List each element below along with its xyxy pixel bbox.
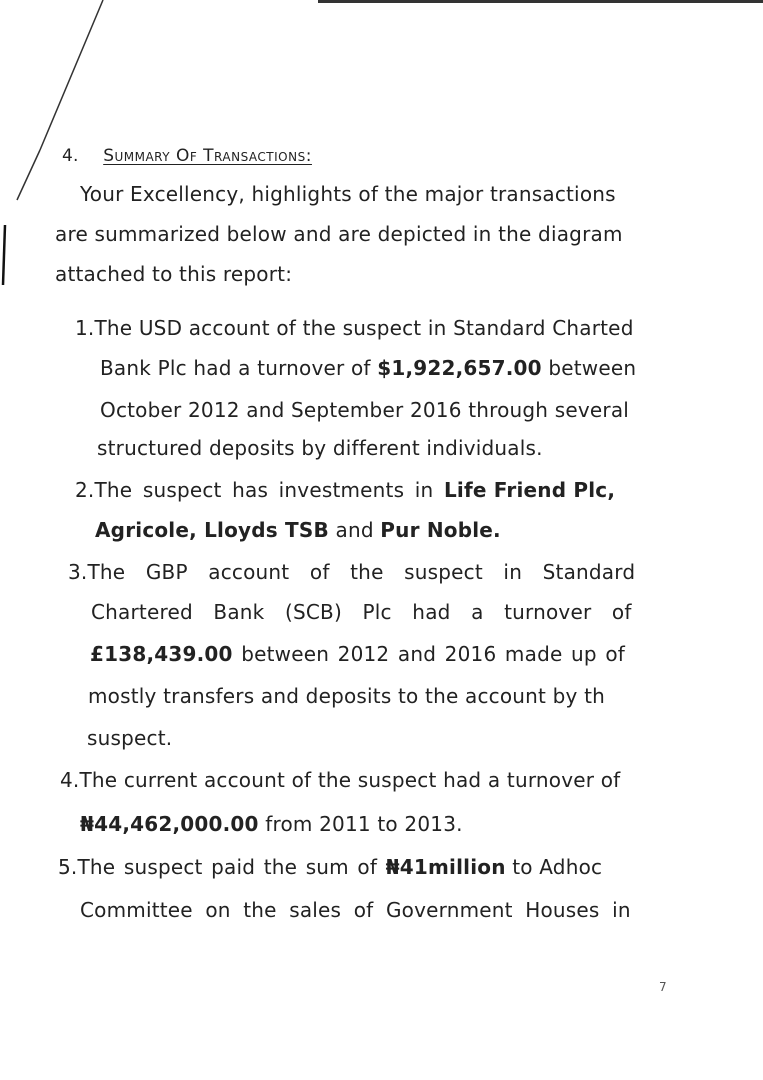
list-item-5-line-1: 5.The suspect paid the sum of ₦41million to Adhoc bbox=[58, 855, 603, 879]
list-item-4-line-2: ₦44,462,000.00 from 2011 to 2013. bbox=[80, 812, 463, 836]
list-item-3-line-4: mostly transfers and deposits to the account by th bbox=[88, 684, 606, 708]
list-item-5-line-2: Committee on the sales of Government Houses in bbox=[80, 898, 631, 922]
amount-gbp: £138,439.00 bbox=[90, 642, 233, 666]
intro-line-1: Your Excellency, highlights of the major transactions bbox=[80, 182, 616, 206]
list-item-1-line-3: October 2012 and September 2016 through several bbox=[100, 398, 630, 422]
list-item-1-line-2: Bank Plc had a turnover of $1,922,657.00 between bbox=[100, 356, 637, 380]
list-item-3-line-2: Chartered Bank (SCB) Plc had a turnover of bbox=[91, 600, 632, 624]
amount-naira-paid: ₦41million bbox=[385, 855, 506, 879]
list-item-4-line-1: 4.The current account of the suspect had a turnover of bbox=[60, 768, 621, 792]
company-agricole-lloyds: Agricole, Lloyds TSB bbox=[95, 518, 329, 542]
amount-naira-current: ₦44,462,000.00 bbox=[80, 812, 259, 836]
list-item-number: 5. bbox=[58, 855, 78, 879]
top-scan-edge bbox=[318, 0, 763, 3]
page-number: 7 bbox=[659, 980, 667, 994]
intro-line-3: attached to this report: bbox=[55, 262, 293, 286]
list-item-number: 4. bbox=[60, 768, 80, 792]
list-item-number: 2. bbox=[75, 478, 95, 502]
list-item-2-line-1: 2.The suspect has investments in Life Friend Plc, bbox=[75, 478, 616, 502]
list-item-1-line-1: 1.The USD account of the suspect in Standard Charted bbox=[75, 316, 634, 340]
list-item-3-line-1: 3.The GBP account of the suspect in Standard bbox=[68, 560, 636, 584]
company-life-friend: Life Friend Plc, bbox=[443, 478, 616, 502]
company-pur-noble: Pur Noble. bbox=[380, 518, 501, 542]
list-item-2-line-2: Agricole, Lloyds TSB and Pur Noble. bbox=[95, 518, 501, 542]
list-item-1-line-4: structured deposits by different individuals. bbox=[97, 436, 543, 460]
section-number: 4. bbox=[62, 146, 79, 166]
section-heading bbox=[62, 142, 312, 166]
section-title: Summary Of Transactions: bbox=[103, 146, 312, 166]
list-item-3-line-3: £138,439.00 between 2012 and 2016 made up of bbox=[90, 642, 626, 666]
list-item-number: 3. bbox=[68, 560, 88, 584]
intro-line-2: are summarized below and are depicted in the diagram bbox=[55, 222, 623, 246]
list-item-3-line-5: suspect. bbox=[87, 726, 173, 750]
list-item-number: 1. bbox=[75, 316, 95, 340]
amount-usd: $1,922,657.00 bbox=[377, 356, 542, 380]
